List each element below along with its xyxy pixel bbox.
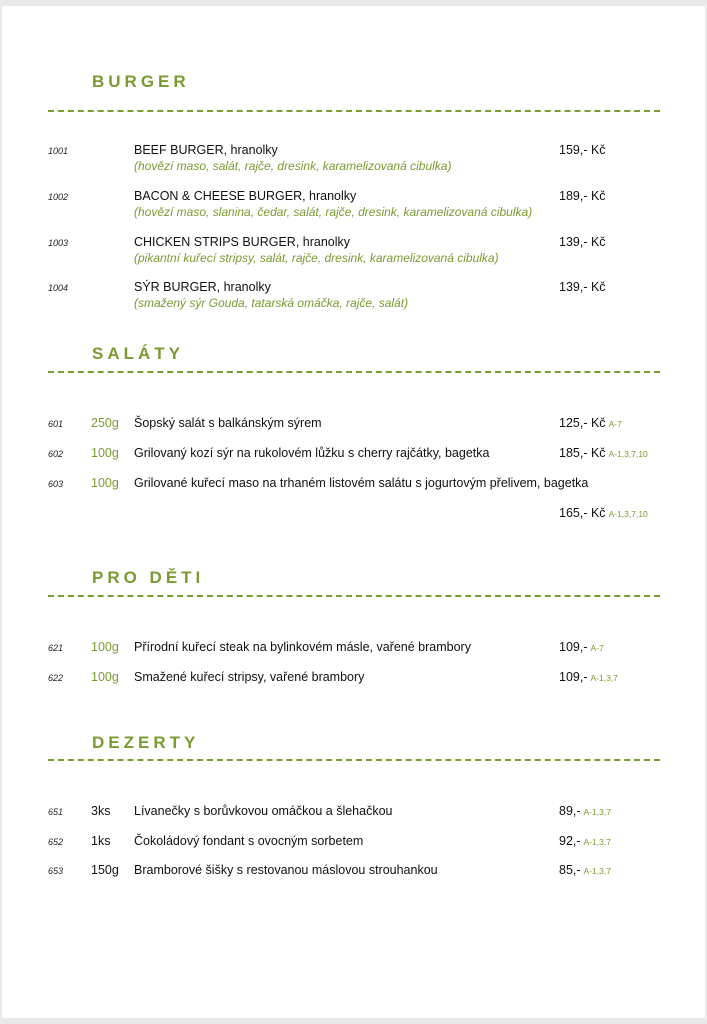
item-name: CHICKEN STRIPS BURGER, hranolky (134, 235, 351, 249)
item-quantity: 100g (91, 640, 119, 654)
price-value: 92,- (559, 834, 581, 848)
item-name: BEEF BURGER, hranolky (134, 143, 278, 157)
item-price: 139,- Kč (559, 235, 606, 249)
item-quantity: 1ks (91, 834, 111, 848)
item-description: (pikantní kuřecí stripsy, salát, rajče, dresink, karamelizovaná cibulka) (134, 251, 499, 265)
item-description: (hovězí maso, salát, rajče, dresink, karamelizovaná cibulka) (134, 159, 452, 173)
allergen-code: A-1,3,7,10 (608, 449, 648, 459)
item-name: Bramborové šišky s restovanou máslovou strouhankou (134, 863, 438, 877)
item-code: 621 (48, 643, 64, 653)
section-divider (48, 110, 660, 112)
item-description: (smažený sýr Gouda, tatarská omáčka, rajče, salát) (134, 296, 409, 310)
item-quantity: 250g (91, 416, 119, 430)
item-price (559, 416, 622, 430)
section-title-pro-deti: PRO DĚTI (92, 568, 205, 587)
item-quantity: 100g (91, 670, 119, 684)
item-price: 139,- Kč (559, 280, 606, 294)
allergen-code: A-7 (608, 419, 622, 429)
item-price (559, 446, 648, 460)
item-name: SÝR BURGER, hranolky (134, 280, 271, 294)
item-name: Přírodní kuřecí steak na bylinkovém másle, vařené brambory (134, 640, 471, 654)
price-value: 125,- Kč (559, 416, 606, 430)
item-code: 651 (48, 807, 64, 817)
price-value: 89,- (559, 804, 581, 818)
item-code: 603 (48, 479, 64, 489)
item-price (559, 670, 618, 684)
item-code: 652 (48, 837, 64, 847)
allergen-code: A-1,3,7 (583, 807, 611, 817)
allergen-code: A-1,3,7,10 (608, 509, 648, 519)
item-name: Smažené kuřecí stripsy, vařené brambory (134, 670, 365, 684)
item-price: 159,- Kč (559, 143, 606, 157)
item-quantity: 150g (91, 863, 119, 877)
item-code: 1002 (48, 192, 69, 202)
allergen-code: A-1,3,7 (583, 837, 611, 847)
menu-page (2, 6, 705, 1018)
item-price (559, 506, 648, 520)
item-price (559, 863, 611, 877)
section-divider (48, 759, 660, 761)
item-code: 1004 (48, 283, 69, 293)
section-title-dezerty: DEZERTY (92, 733, 200, 752)
item-code: 1003 (48, 238, 69, 248)
section-divider (48, 595, 660, 597)
item-code: 602 (48, 449, 64, 459)
item-quantity: 3ks (91, 804, 111, 818)
item-name: BACON & CHEESE BURGER, hranolky (134, 189, 357, 203)
item-quantity: 100g (91, 446, 119, 460)
item-name: Grilované kuřecí maso na trhaném listovém salátu s jogurtovým přelivem, bagetka (134, 476, 589, 490)
item-name: Lívanečky s borůvkovou omáčkou a šlehačkou (134, 804, 393, 818)
item-price: 189,- Kč (559, 189, 606, 203)
price-value: 109,- (559, 640, 588, 654)
allergen-code: A-7 (590, 643, 604, 653)
section-divider (48, 371, 660, 373)
item-description: (hovězí maso, slanina, čedar, salát, rajče, dresink, karamelizovaná cibulka) (134, 205, 533, 219)
item-code: 601 (48, 419, 64, 429)
item-name: Šopský salát s balkánským sýrem (134, 416, 322, 430)
item-price (559, 640, 604, 654)
allergen-code: A-1,3,7 (583, 866, 611, 876)
section-title-burger: BURGER (92, 72, 190, 91)
item-name: Grilovaný kozí sýr na rukolovém lůžku s cherry rajčátky, bagetka (134, 446, 490, 460)
item-name: Čokoládový fondant s ovocným sorbetem (134, 834, 364, 848)
price-value: 85,- (559, 863, 581, 877)
price-value: 185,- Kč (559, 446, 606, 460)
allergen-code: A-1,3,7 (590, 673, 618, 683)
item-code: 1001 (48, 146, 69, 156)
section-title-salaty: SALÁTY (92, 344, 184, 363)
item-code: 653 (48, 866, 64, 876)
item-price (559, 834, 611, 848)
price-value: 165,- Kč (559, 506, 606, 520)
item-quantity: 100g (91, 476, 119, 490)
price-value: 109,- (559, 670, 588, 684)
item-code: 622 (48, 673, 64, 683)
item-price (559, 804, 611, 818)
